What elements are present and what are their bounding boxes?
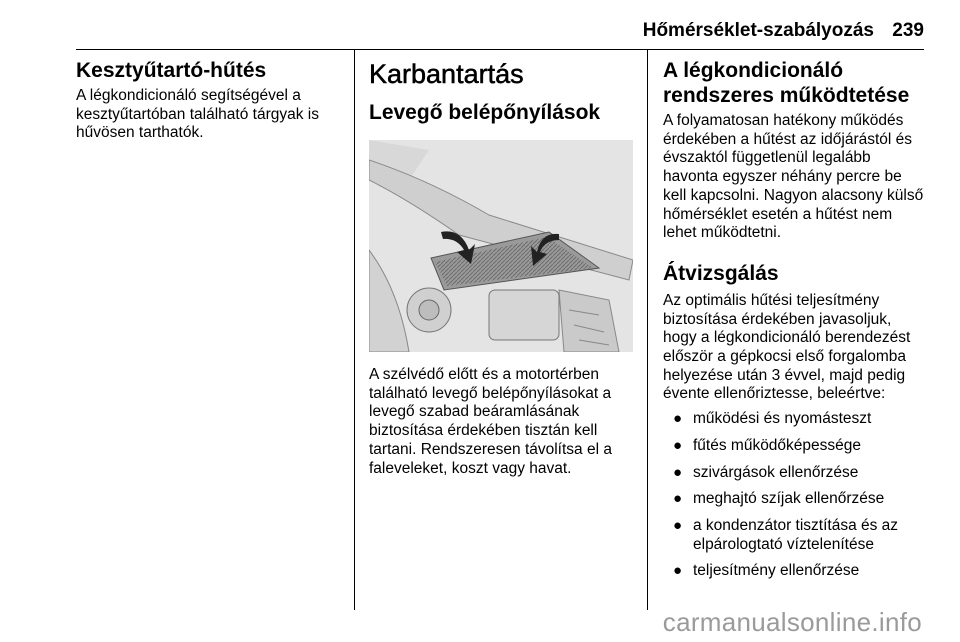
page-number: 239 <box>892 20 924 41</box>
watermark: carmanualsonline.info <box>662 607 922 637</box>
section-heading-maintenance: Karbantartás <box>369 59 524 89</box>
glovebox-body-text: A légkondicionáló segítségével a kesztyűtartóban található tárgyak is hűvösen tarthatók. <box>76 87 319 142</box>
list-item: ● működési és nyomásteszt <box>673 410 872 428</box>
section-heading-inspection: Átvizsgálás <box>663 261 779 285</box>
bullet-icon: ● <box>673 436 683 454</box>
bullet-icon: ● <box>673 410 683 428</box>
column-divider-2 <box>647 50 648 610</box>
air-inlet-caption: A szélvédő előtt és a motortérben található levegő belépőnyílásokat a levegő szabad beáramlásának biztosítása érdekében tisztán kell tartani. Rendszeresen távolítsa el a faleveleket, koszt vagy havat. <box>369 366 612 477</box>
ac-operation-body: A folyamatosan hatékony működés érdekében a hűtést az időjárástól és évszaktól függetlenül legalább havonta egyszer néhány percre be kell kapcsolni. Nagyon alacsony külső hőmérséklet esetén a hűtést nem lehet működtetni. <box>663 112 924 242</box>
list-item: ● szivárgások ellenőrzése <box>673 463 859 481</box>
column-divider-1 <box>354 50 355 610</box>
list-item: ● fűtés működőképessége <box>673 436 862 454</box>
section-heading-glovebox: Kesztyűtartó-hűtés <box>76 59 267 82</box>
list-item: ● teljesítmény ellenőrzése <box>673 562 860 580</box>
column-ac-operation <box>663 58 925 589</box>
column-glovebox-cooling <box>76 58 344 143</box>
section-heading-ac-operation: A légkondicionáló rendszeres működtetése <box>663 59 910 107</box>
list-item: ● a kondenzátor tisztítása és az elpárologtató víztelenítése <box>673 516 899 553</box>
page-header-title: Hőmérséklet-szabályozás <box>642 20 874 41</box>
bullet-icon: ● <box>673 516 683 534</box>
column-maintenance <box>369 58 635 478</box>
subheading-air-inlets: Levegő belépőnyílások <box>369 101 601 124</box>
header-rule <box>76 49 924 50</box>
bullet-icon: ● <box>673 562 683 580</box>
bullet-icon: ● <box>673 490 683 508</box>
bullet-icon: ● <box>673 463 683 481</box>
inspection-list <box>663 410 925 581</box>
inspection-body: Az optimális hűtési teljesítmény biztosítása érdekében javasoljuk, hogy a légkondicionáló berendezést először a gépkocsi első forgalomba helyezése után 3 évvel, majd pedig évente ellenőriztesse, beleértve: <box>663 291 911 403</box>
list-item: ● meghajtó szíjak ellenőrzése <box>673 490 885 508</box>
air-inlet-illustration <box>369 140 633 352</box>
